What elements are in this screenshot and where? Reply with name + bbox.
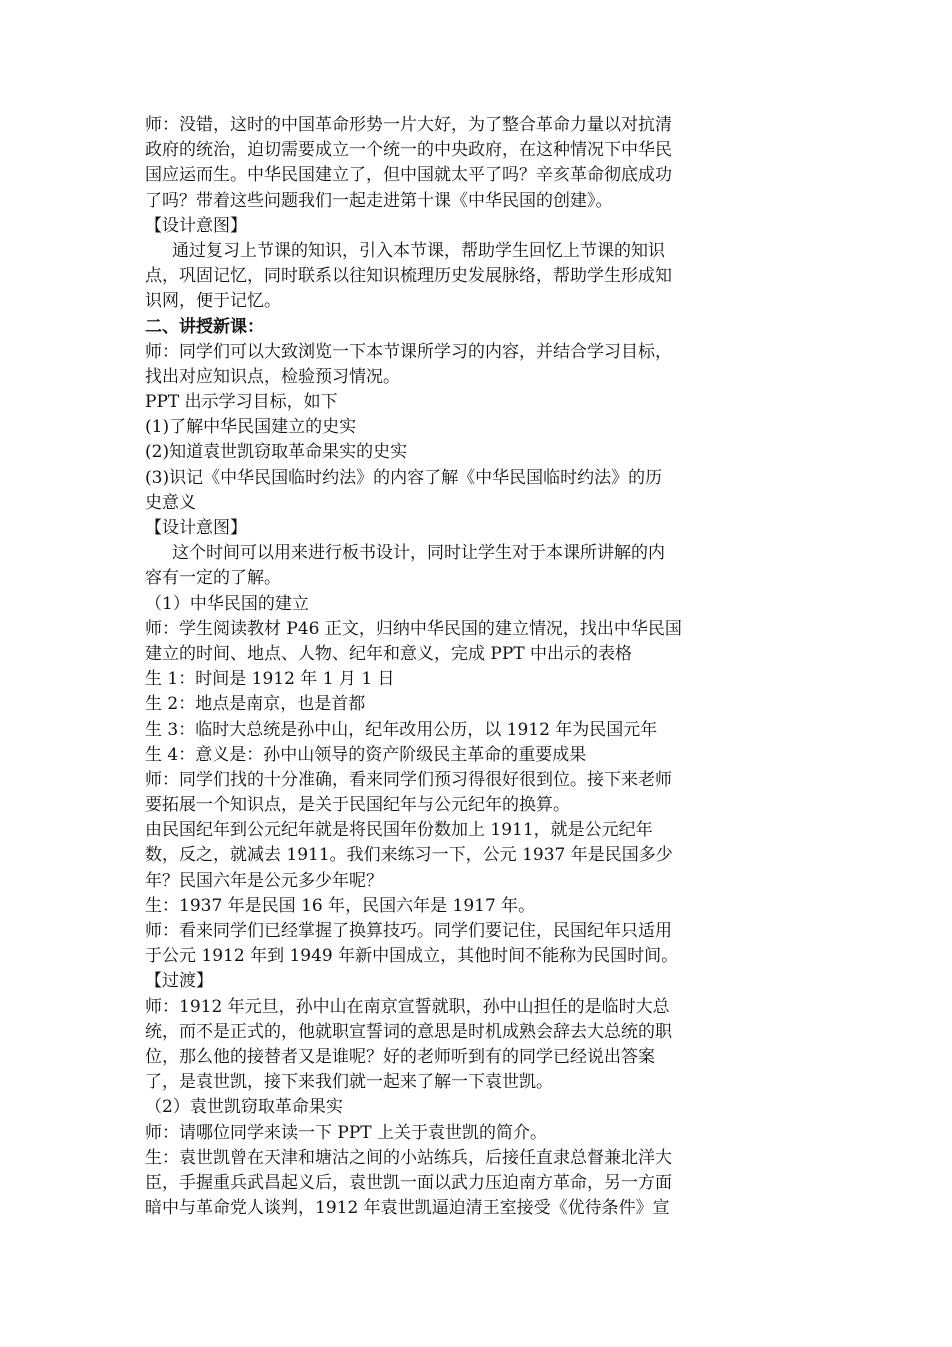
text-line: 生 3：临时大总统是孙中山，纪年改用公历，以 1912 年为民国元年 bbox=[145, 719, 658, 740]
document-body bbox=[145, 113, 745, 1221]
text-line: 师：同学们可以大致浏览一下本节课所学习的内容，并结合学习目标， bbox=[145, 341, 672, 362]
text-line: 师：看来同学们已经掌握了换算技巧。同学们要记住，民国纪年只适用 bbox=[145, 921, 672, 941]
text-line: 师：1912 年元旦，孙中山在南京宣誓就职，孙中山担任的是临时大总 bbox=[145, 996, 670, 1017]
text-line: 位，那么他的接替者又是谁呢？好的老师听到有的同学已经说出答案 bbox=[145, 1046, 655, 1067]
text-line: 年？民国六年是公元多少年呢？ bbox=[145, 870, 383, 891]
list-item: (1)了解中华民国建立的史实 bbox=[145, 417, 357, 438]
text-line: 师：同学们找的十分准确，看来同学们预习得很好很到位。接下来老师 bbox=[145, 769, 672, 790]
text-line: 师：请哪位同学来读一下 PPT 上关于袁世凯的简介。 bbox=[145, 1122, 548, 1143]
list-item: (3)识记《中华民国临时约法》的内容了解《中华民国临时约法》的历 bbox=[145, 467, 663, 488]
section-heading: 二、讲授新课： bbox=[145, 316, 264, 337]
list-item: (2)知道袁世凯窃取革命果实的史实 bbox=[145, 442, 408, 463]
text-line: 暗中与革命党人谈判，1912 年袁世凯逼迫清王室接受《优待条件》宣 bbox=[145, 1198, 670, 1219]
section-label: 【设计意图】 bbox=[145, 518, 247, 538]
subsection-heading: （2）袁世凯窃取革命果实 bbox=[145, 1097, 343, 1118]
text-line: 生 2：地点是南京，也是首都 bbox=[145, 694, 366, 715]
subsection-heading: （1）中华民国的建立 bbox=[145, 593, 309, 614]
text-line: 找出对应知识点，检验预习情况。 bbox=[145, 366, 400, 387]
text-line: 臣，手握重兵武昌起义后，袁世凯一面以武力压迫南方革命，另一方面 bbox=[145, 1172, 672, 1193]
text-line: 容有一定的了解。 bbox=[145, 568, 281, 589]
text-line: PPT 出示学习目标，如下 bbox=[145, 392, 338, 413]
text-line: 生 1：时间是 1912 年 1 月 1 日 bbox=[145, 669, 395, 690]
text-line: 建立的时间、地点、人物、纪年和意义，完成 PPT 中出示的表格 bbox=[145, 643, 633, 664]
text-line: 数，反之，就减去 1911。我们来练习一下，公元 1937 年是民国多少 bbox=[145, 845, 673, 866]
text-line: 国应运而生。中华民国建立了，但中国就太平了吗？辛亥革命彻底成功 bbox=[145, 165, 672, 186]
text-line: 生：1937 年是民国 16 年，民国六年是 1917 年。 bbox=[145, 895, 536, 916]
text-line: 由民国纪年到公元纪年就是将民国年份数加上 1911，就是公元纪年 bbox=[145, 820, 653, 841]
text-line: 统，而不是正式的，他就职宣誓词的意思是时机成熟会辞去大总统的职 bbox=[145, 1021, 672, 1042]
text-line: 史意义 bbox=[145, 492, 196, 513]
text-line: 这个时间可以用来进行板书设计，同时让学生对于本课所讲解的内 bbox=[145, 543, 666, 564]
text-line: 识网，便于记忆。 bbox=[145, 291, 281, 312]
text-line: 于公元 1912 年到 1949 年新中国成立，其他时间不能称为民国时间。 bbox=[145, 946, 679, 967]
section-label: 【设计意图】 bbox=[145, 215, 247, 236]
section-label: 【过渡】 bbox=[145, 971, 213, 992]
text-line: 要拓展一个知识点，是关于民国纪年与公元纪年的换算。 bbox=[145, 795, 570, 816]
text-line: 生 4：意义是：孙中山领导的资产阶级民主革命的重要成果 bbox=[145, 744, 587, 765]
text-line: 师：学生阅读教材 P46 正文，归纳中华民国的建立情况，找出中华民国 bbox=[145, 618, 682, 639]
text-line: 了吗？带着这些问题我们一起走进第十课《中华民国的创建》。 bbox=[145, 190, 613, 211]
text-line: 师：没错，这时的中国革命形势一片大好，为了整合革命力量以对抗清 bbox=[145, 115, 672, 135]
text-line: 生：袁世凯曾在天津和塘沽之间的小站练兵，后接任直隶总督兼北洋大 bbox=[145, 1147, 672, 1168]
text-line: 通过复习上节课的知识，引入本节课，帮助学生回忆上节课的知识 bbox=[145, 240, 666, 261]
text-line: 了，是袁世凯，接下来我们就一起来了解一下袁世凯。 bbox=[145, 1072, 553, 1093]
text-line: 点，巩固记忆，同时联系以往知识梳理历史发展脉络，帮助学生形成知 bbox=[145, 266, 672, 287]
text-line: 政府的统治，迫切需要成立一个统一的中央政府，在这种情况下中华民 bbox=[145, 140, 672, 161]
